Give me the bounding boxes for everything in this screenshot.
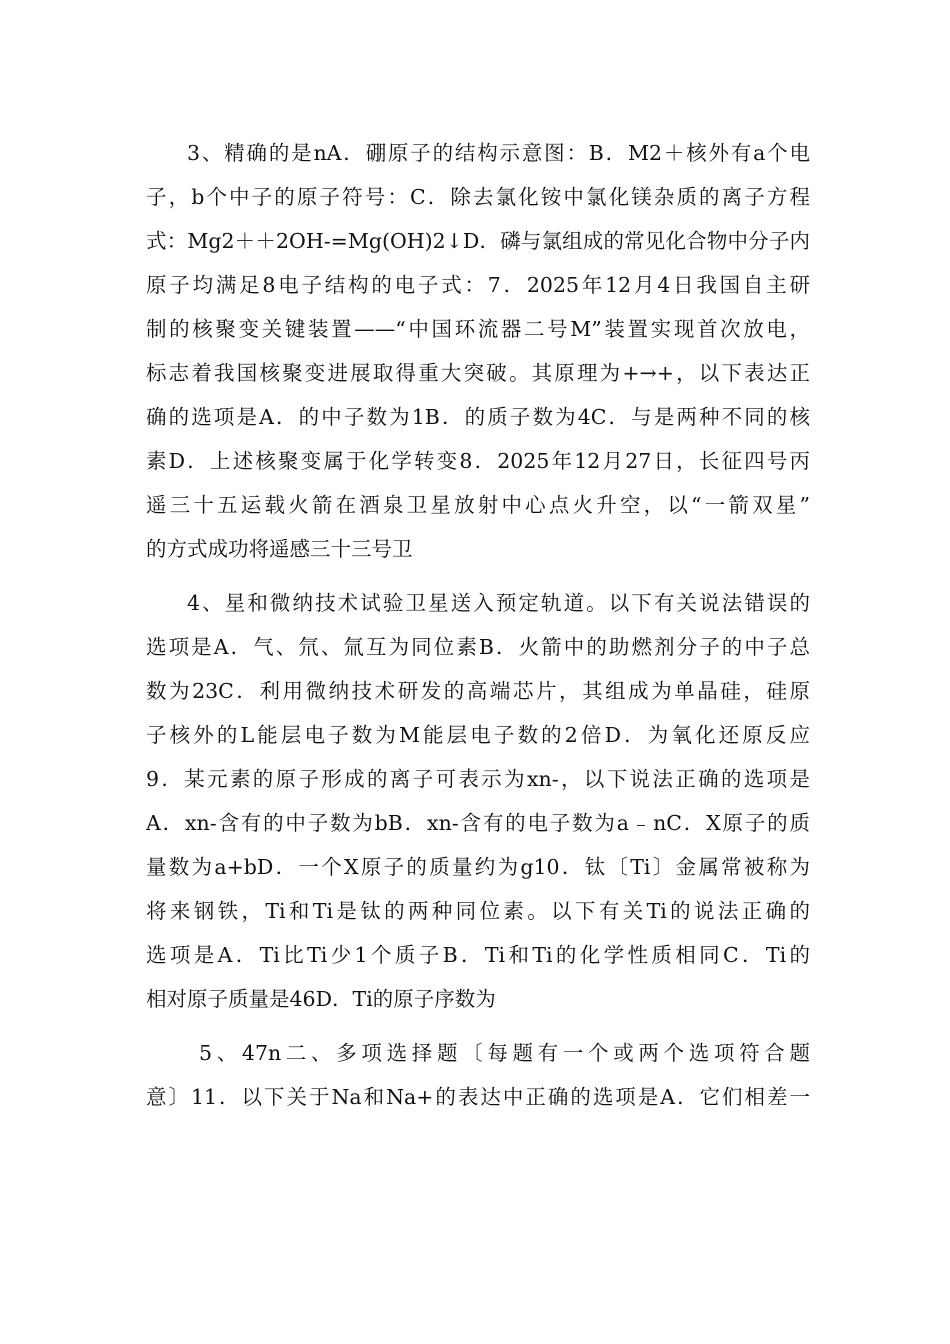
paragraph-4-line-9: 选项是A．Ti比Ti少1个质子B．Ti和Ti的化学性质相同C．Ti的 bbox=[146, 943, 810, 967]
paragraph-3-line-5: 制的核聚变关键装置——“中国环流器二号M”装置实现首次放电， bbox=[146, 317, 810, 341]
paragraph-4-line-7: 量数为a+bD．一个X原子的质量约为g10．钛〔Ti〕金属常被称为 bbox=[146, 855, 810, 879]
paragraph-3-line-6: 标志着我国核聚变进展取得重大突破。其原理为+→+，以下表达正 bbox=[146, 361, 810, 385]
paragraph-3-line-3: 式：Mg2＋＋2OH-=Mg(OH)2↓D．磷与氯组成的常见化合物中分子内 bbox=[146, 229, 810, 253]
paragraph-4-line-6: A．xn-含有的中子数为bB．xn-含有的电子数为a﹣nC．X原子的质 bbox=[146, 811, 810, 835]
paragraph-4-line-1: 4、星和微纳技术试验卫星送入预定轨道。以下有关说法错误的 bbox=[187, 591, 810, 615]
paragraph-3-line-8: 素D．上述核聚变属于化学转变8．2025年12月27日，长征四号丙 bbox=[146, 449, 810, 473]
paragraph-3-line-2: 子，b个中子的原子符号：C．除去氯化铵中氯化镁杂质的离子方程 bbox=[146, 185, 810, 209]
paragraph-3-line-9: 遥三十五运载火箭在酒泉卫星放射中心点火升空，以“一箭双星” bbox=[146, 493, 810, 517]
paragraph-5-line-2: 意〕11．以下关于Na和Na+的表达中正确的选项是A．它们相差一 bbox=[146, 1085, 810, 1109]
paragraph-3-line-7: 确的选项是A．的中子数为1B．的质子数为4C．与是两种不同的核 bbox=[146, 405, 810, 429]
paragraph-4-line-5: 9．某元素的原子形成的离子可表示为xn-，以下说法正确的选项是 bbox=[146, 767, 810, 791]
paragraph-4-line-10: 相对原子质量是46D．Ti的原子序数为 bbox=[146, 987, 496, 1011]
paragraph-3-line-1: 3、精确的是nA．硼原子的结构示意图：B．M2＋核外有a个电 bbox=[187, 141, 810, 165]
paragraph-3-line-4: 原子均满足8电子结构的电子式：7．2025年12月4日我国自主研 bbox=[146, 273, 810, 297]
paragraph-4-line-4: 子核外的L能层电子数为M能层电子数的2倍D．为氧化还原反应 bbox=[146, 723, 810, 747]
paragraph-5-line-1: 5、47n二、多项选择题〔每题有一个或两个选项符合题 bbox=[199, 1041, 810, 1065]
paragraph-4-line-2: 选项是A．气、氘、氚互为同位素B．火箭中的助燃剂分子的中子总 bbox=[146, 635, 810, 659]
paragraph-4-line-3: 数为23C．利用微纳技术研发的高端芯片，其组成为单晶硅，硅原 bbox=[146, 679, 810, 703]
paragraph-3-line-10: 的方式成功将遥感三十三号卫 bbox=[146, 537, 413, 561]
paragraph-4-line-8: 将来钢铁，Ti和Ti是钛的两种同位素。以下有关Ti的说法正确的 bbox=[146, 899, 810, 923]
